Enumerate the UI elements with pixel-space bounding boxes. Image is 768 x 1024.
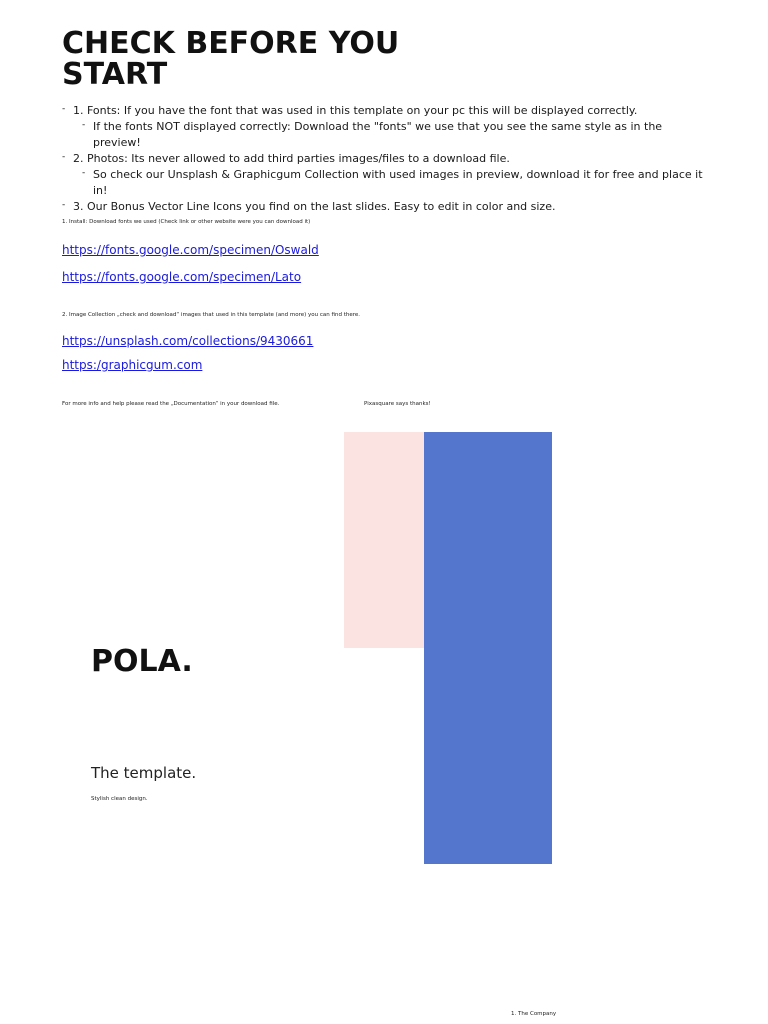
lato-font-link[interactable]: https://fonts.google.com/specimen/Lato (62, 270, 302, 284)
instructions-list (62, 103, 712, 215)
page-label: 1. The Company (511, 1011, 557, 1017)
graphicgum-link[interactable]: https:/graphicgum.com (62, 358, 203, 372)
image-collection-note: 2. Image Collection „check and download“ images that used in this template (and more) you can find there. (62, 312, 361, 318)
instruction-subitem: - If the fonts NOT displayed correctly: Download the "fonts" we use that you see the same style as in the preview! (62, 119, 712, 151)
unsplash-collection-link[interactable]: https://unsplash.com/collections/9430661 (62, 334, 314, 348)
instruction-item: - 1. Fonts: If you have the font that was used in this template on your pc this will be displayed correctly. (62, 103, 712, 119)
instruction-item: - 3. Our Bonus Vector Line Icons you find on the last slides. Easy to edit in color and size. (62, 199, 712, 215)
slide-tagline: Stylish clean design. (91, 796, 148, 802)
blue-color-block (424, 432, 552, 864)
documentation-note: For more info and help please read the „Documentation“ in your download file. (62, 401, 280, 407)
slide-subtitle: The template. (91, 764, 197, 782)
instruction-item: - 2. Photos: Its never allowed to add third parties images/files to a download file. (62, 151, 712, 167)
instruction-subitem: - So check our Unsplash & Graphicgum Collection with used images in preview, download it for free and place it in! (62, 167, 712, 199)
brand-title: POLA. (91, 644, 193, 679)
pink-color-block (344, 432, 424, 648)
oswald-font-link[interactable]: https://fonts.google.com/specimen/Oswald (62, 243, 319, 257)
install-note: 1. Install: Download fonts we used (Check link or other website were you can download it) (62, 219, 311, 225)
thanks-note: Pixasquare says thanks! (364, 401, 431, 407)
page-title: CHECK BEFORE YOU START (62, 26, 400, 92)
